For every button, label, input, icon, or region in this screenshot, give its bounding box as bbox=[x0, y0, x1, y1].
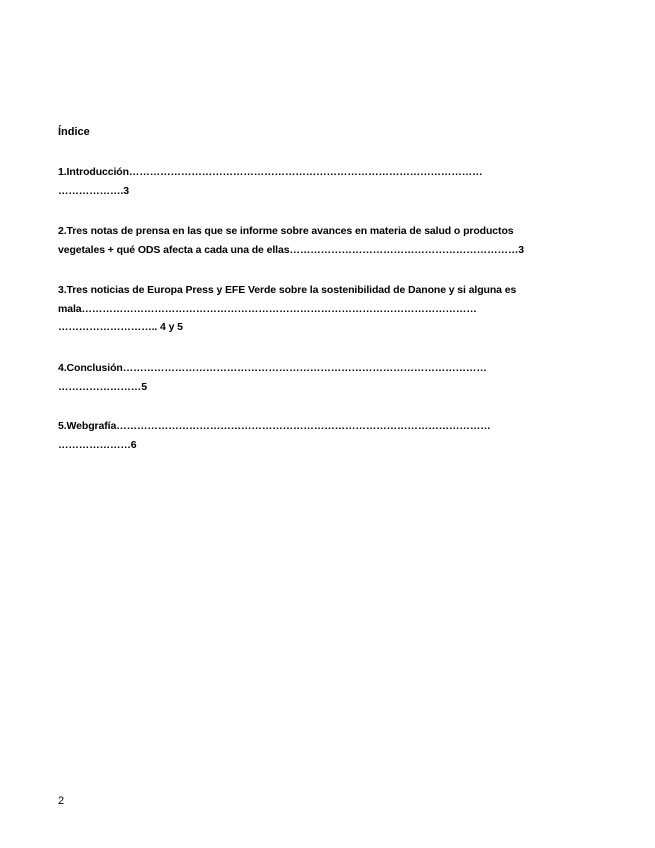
index-heading: Índice bbox=[58, 126, 90, 138]
toc-entry-notas-prensa-line-1: 2.Tres notas de prensa en las que se informe sobre avances en materia de salud o productos bbox=[58, 225, 514, 237]
toc-entry-notas-prensa-line-2: vegetales + qué ODS afecta a cada una de ellas…………………………………………………………3 bbox=[58, 244, 525, 256]
toc-entry-noticias-line-1: 3.Tres noticias de Europa Press y EFE Verde sobre la sostenibilidad de Danone y si alguna es bbox=[58, 284, 517, 296]
toc-entry-noticias-line-2: mala…………………………………………………………………………………………………… bbox=[58, 303, 477, 315]
toc-entry-webgrafia-line-2: …………………6 bbox=[58, 439, 137, 451]
toc-entry-introduccion-line-2: ……………….3 bbox=[58, 185, 129, 197]
toc-entry-webgrafia-line-1: 5.Webgrafía……………………………………………………………………………………………… bbox=[58, 420, 491, 432]
toc-entry-noticias-line-3: ……………………….. 4 y 5 bbox=[58, 321, 183, 333]
page-number: 2 bbox=[58, 795, 65, 807]
toc-entry-conclusion-line-1: 4.Conclusión…………………………………………………………………………………………… bbox=[58, 362, 487, 374]
toc-entry-introduccion-line-1: 1.Introducción………………………………………………………………………………………… bbox=[58, 166, 483, 178]
toc-entry-conclusion-line-2: ……………………5 bbox=[58, 381, 147, 393]
